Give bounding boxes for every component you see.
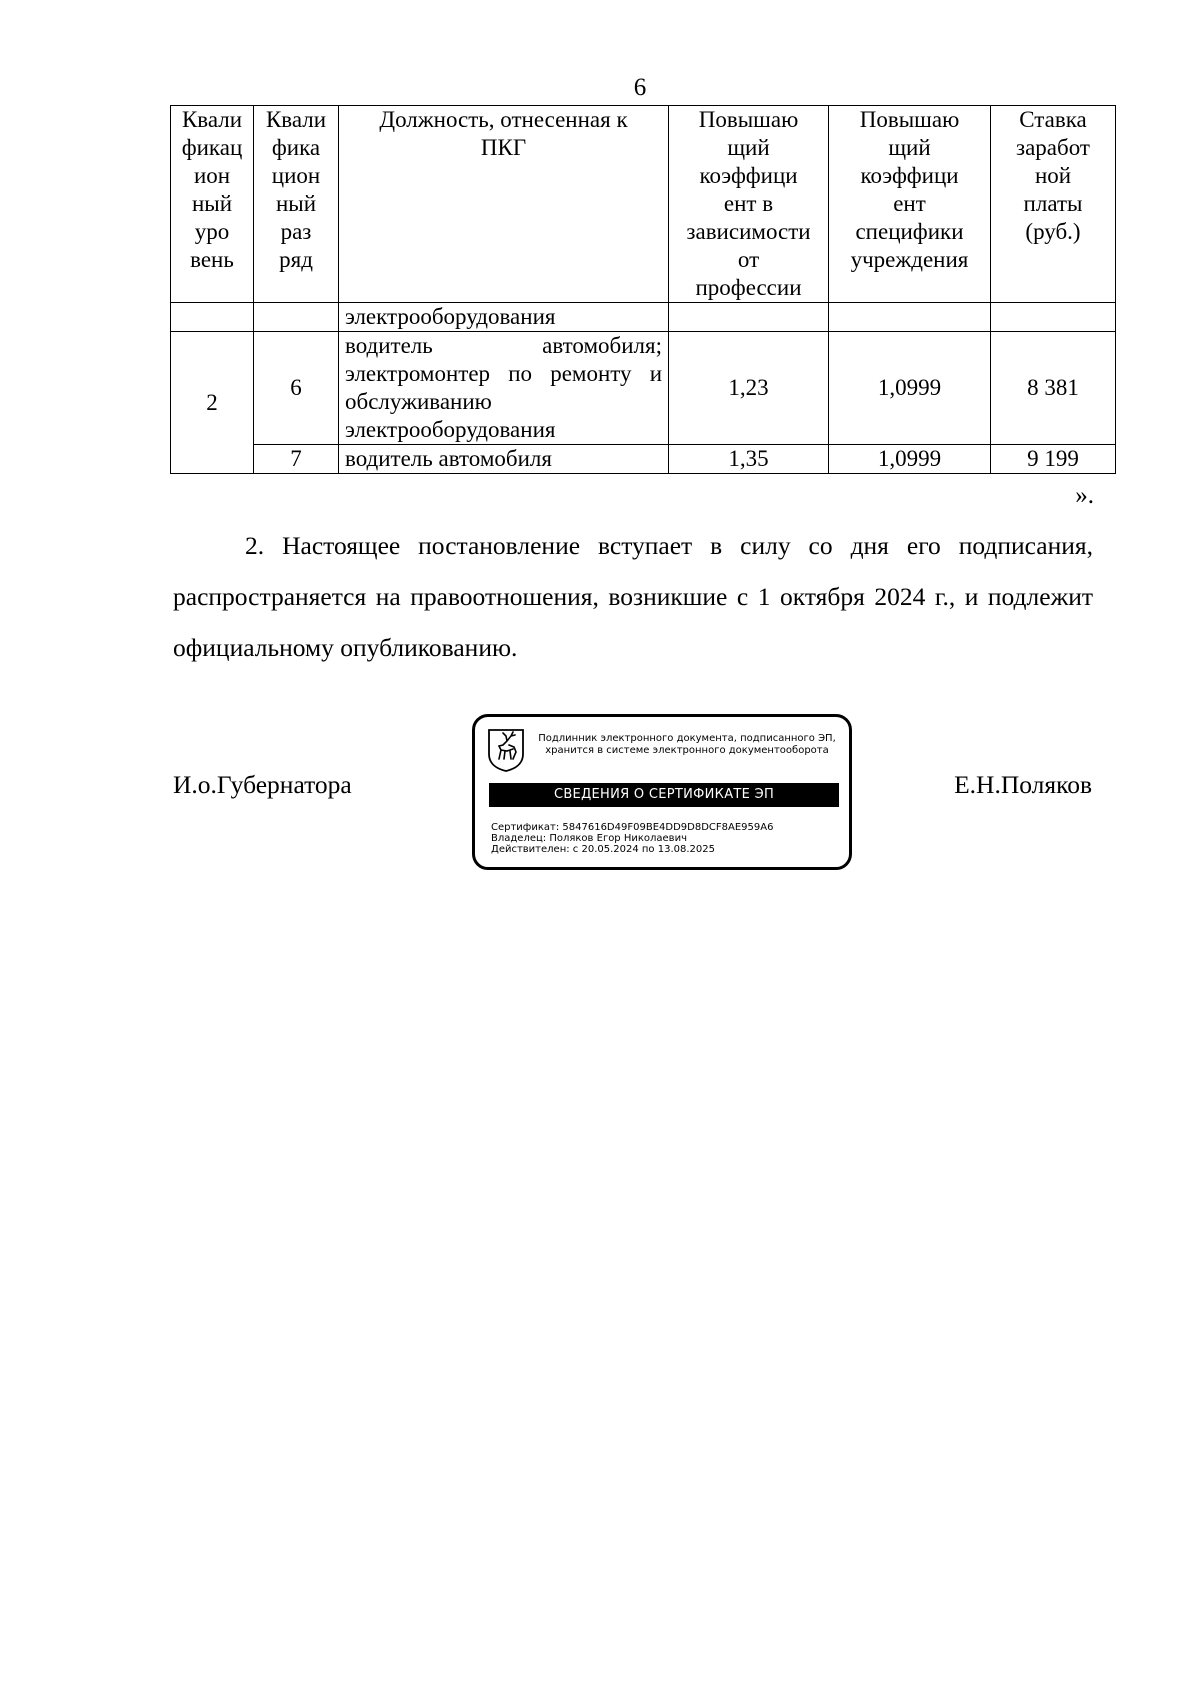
- level-cell: 2: [171, 332, 254, 474]
- stamp-certificate-number: Сертификат: 5847616D49F09BE4DD9D8DCF8AE959A6: [491, 822, 774, 833]
- page-number: 6: [633, 74, 647, 101]
- stamp-validity: Действителен: с 20.05.2024 по 13.08.2025: [491, 844, 715, 855]
- table-row: [171, 303, 1116, 332]
- coef-profession-cell: 1,23: [669, 332, 829, 445]
- stamp-notice-line1: Подлинник электронного документа, подписанного ЭП,: [538, 733, 836, 744]
- grade-cell: 7: [254, 445, 339, 474]
- rate-cell: 9 199: [991, 445, 1116, 474]
- header-coef-institution: Повышаю щий коэффици ент специфики учреждения: [829, 106, 991, 303]
- salary-table: [170, 105, 1116, 474]
- table-row: [171, 332, 1116, 445]
- header-coef-profession: Повышаю щий коэффици ент в зависимости от профессии: [669, 106, 829, 303]
- table-cell: [254, 303, 339, 332]
- stamp-owner: Владелец: Поляков Егор Николаевич: [491, 833, 687, 844]
- body-paragraph: 2. Настоящее постановление вступает в силу со дня его подписания, распространяется на правоотношения, возникшие с 1 октября 2024 г., и подлежит официальному опубликованию.: [173, 531, 1093, 662]
- position-cell: электрооборудования: [339, 303, 669, 332]
- coat-of-arms-icon: [487, 728, 525, 772]
- signer-title: И.о.Губернатора: [173, 770, 352, 799]
- closing-quote: ».: [1075, 482, 1094, 509]
- position-cell: водитель автомобиля; электромонтер по ремонту и обслуживанию электрооборудования: [339, 332, 669, 445]
- stamp-notice: [529, 733, 845, 757]
- grade-cell: 6: [254, 332, 339, 445]
- header-qualification-level: Квали фикац ион ный уро вень: [171, 106, 254, 303]
- header-salary-rate: Ставка заработ ной платы (руб.): [991, 106, 1116, 303]
- table-cell: [991, 303, 1116, 332]
- position-cell: водитель автомобиля: [339, 445, 669, 474]
- e-signature-stamp: [472, 714, 852, 870]
- stamp-notice-line2: хранится в системе электронного документооборота: [545, 745, 829, 756]
- table-cell: [669, 303, 829, 332]
- header-qualification-grade: Квали фика цион ный раз ряд: [254, 106, 339, 303]
- table-cell: [171, 303, 254, 332]
- stamp-certificate-bar: СВЕДЕНИЯ О СЕРТИФИКАТЕ ЭП: [489, 783, 839, 807]
- table-header-row: [171, 106, 1116, 303]
- coef-institution-cell: 1,0999: [829, 332, 991, 445]
- table-row: [171, 445, 1116, 474]
- header-position-text: Должность, отнесенная к ПКГ: [379, 107, 628, 160]
- coef-profession-cell: 1,35: [669, 445, 829, 474]
- header-position: [339, 106, 669, 303]
- table-cell: [829, 303, 991, 332]
- coef-institution-cell: 1,0999: [829, 445, 991, 474]
- signer-name: Е.Н.Поляков: [954, 770, 1092, 799]
- rate-cell: 8 381: [991, 332, 1116, 445]
